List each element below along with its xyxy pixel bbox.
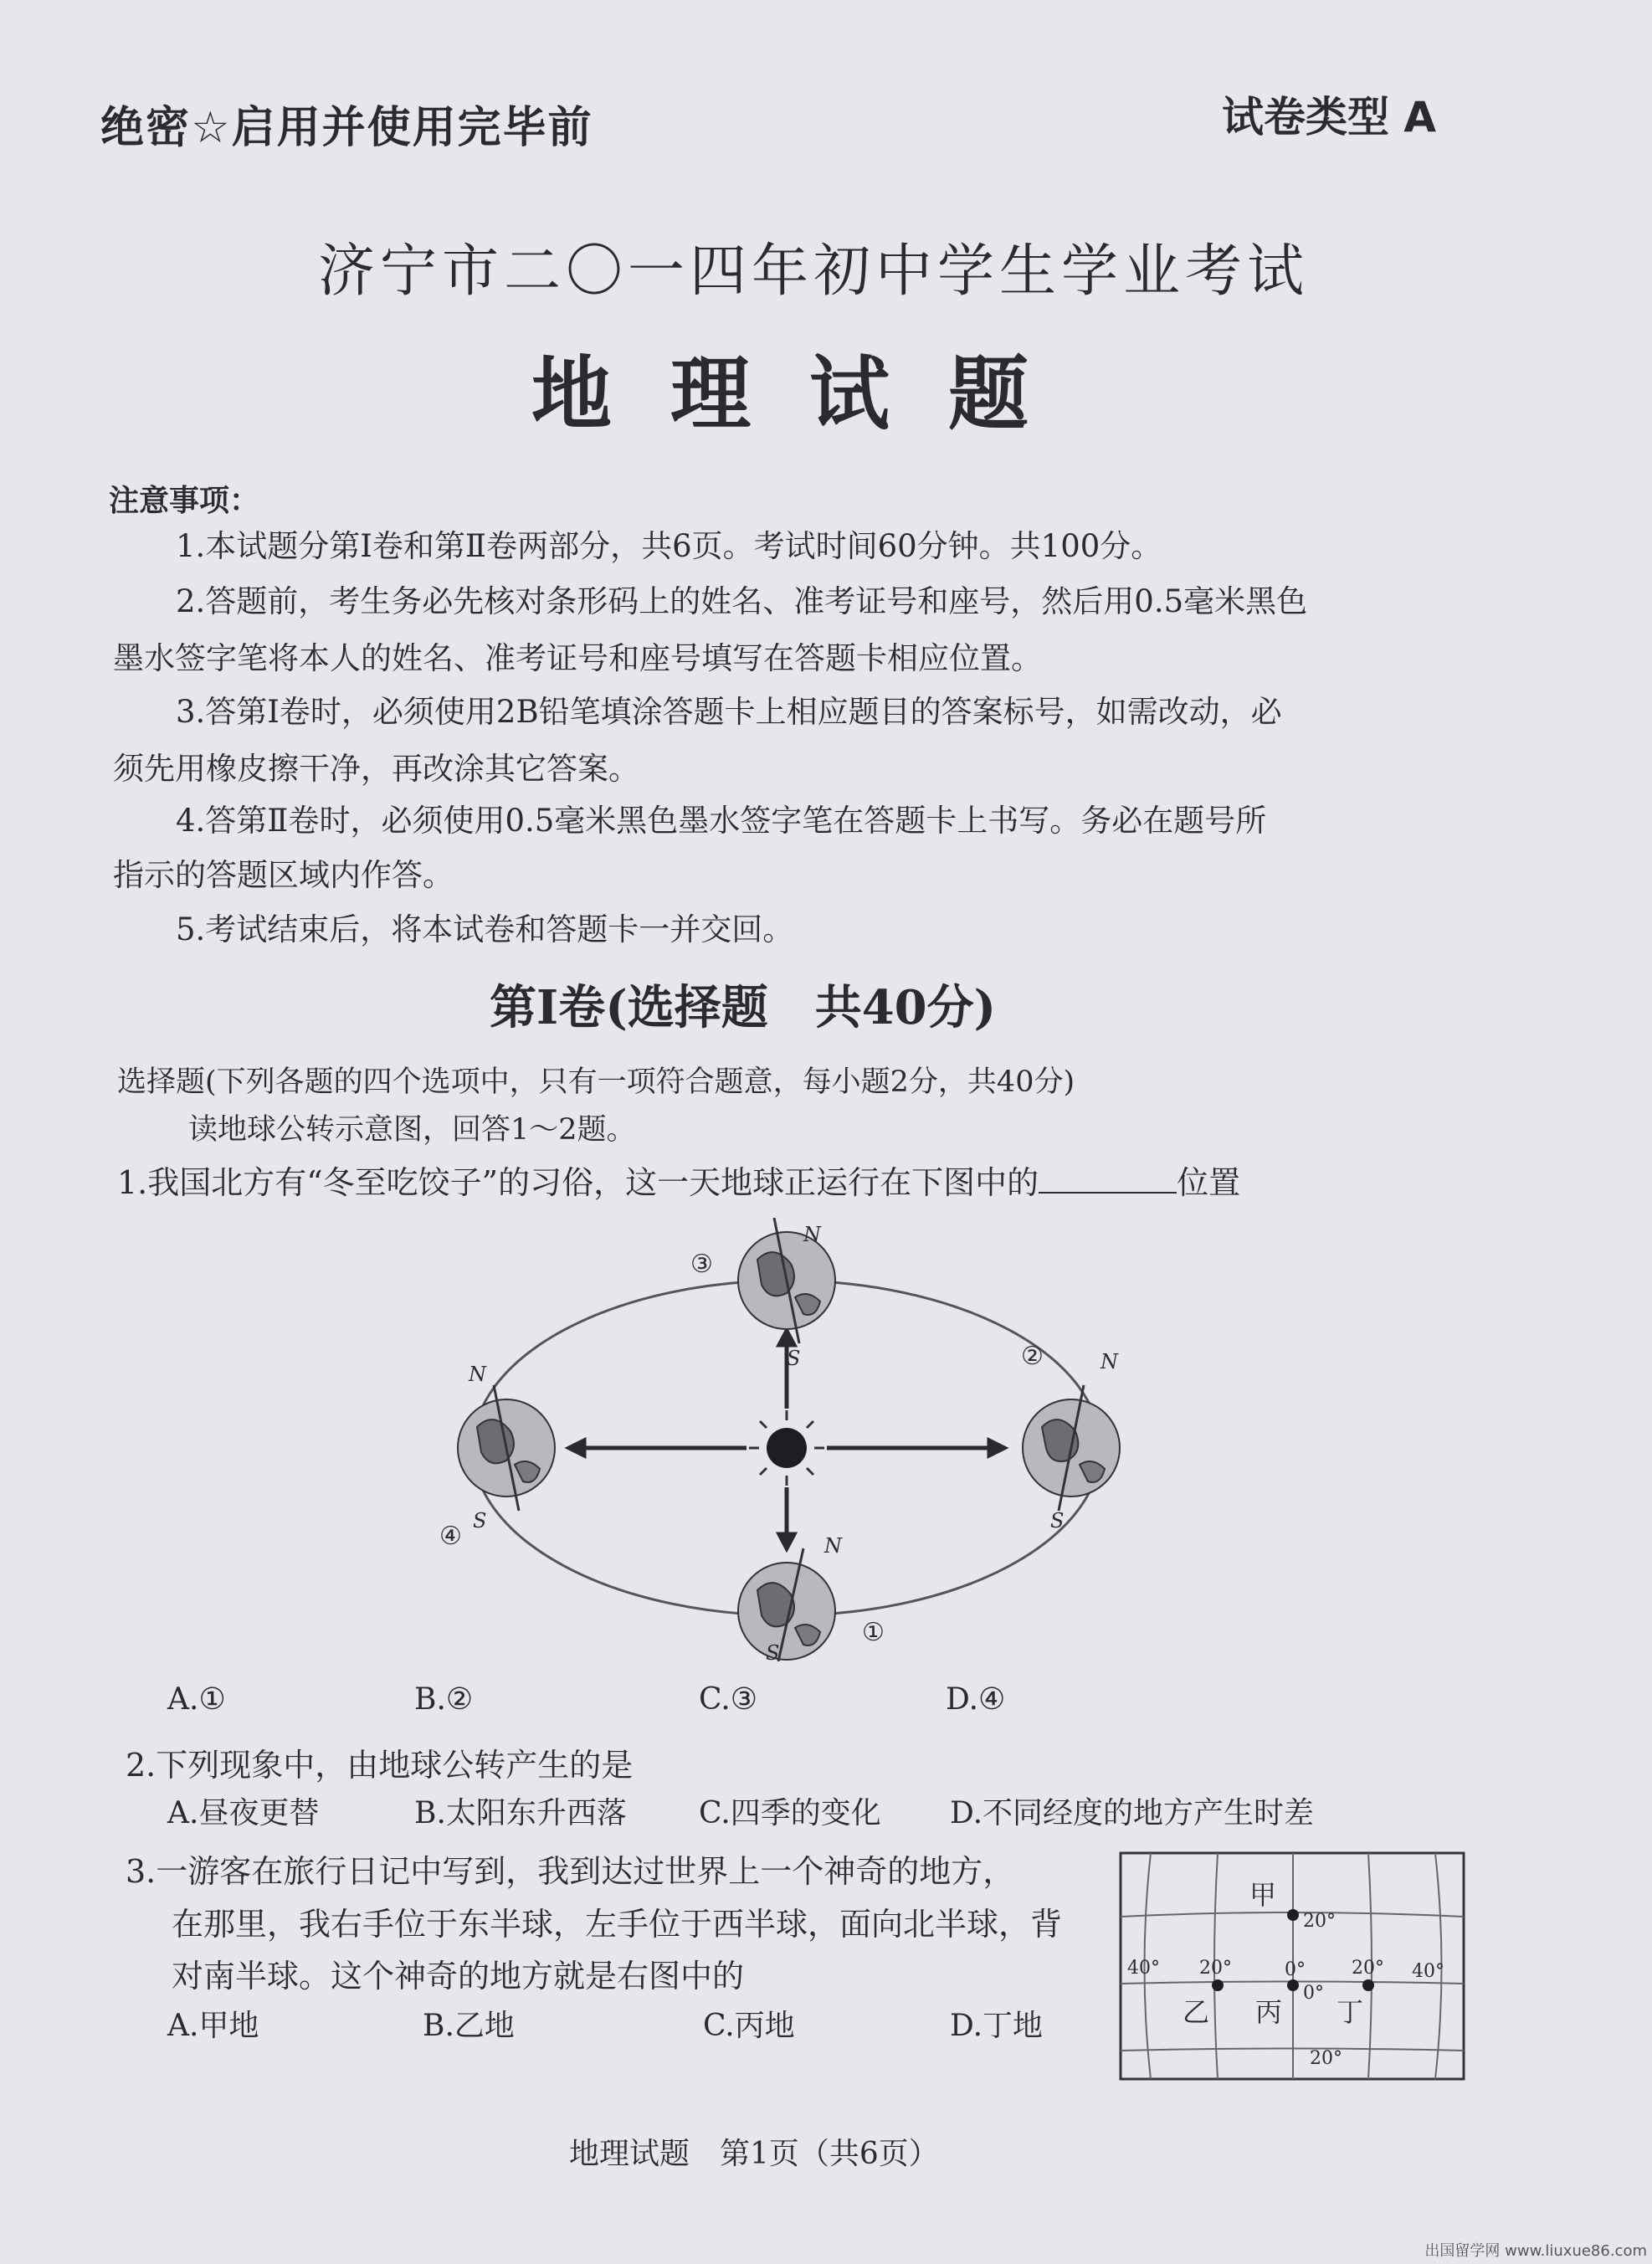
section-instructions: 选择题(下列各题的四个选项中，只有一项符合题意，每小题2分，共40分) xyxy=(117,1065,1075,1099)
lat-label: 20° xyxy=(1303,1911,1336,1932)
south-label: S xyxy=(787,1347,801,1370)
south-label: S xyxy=(1050,1509,1065,1532)
lon-label: 0° xyxy=(1285,1959,1306,1980)
q2-option-a: A.昼夜更替 xyxy=(167,1796,320,1830)
position-1-label: ① xyxy=(862,1618,885,1647)
earth-position-4 xyxy=(458,1385,555,1511)
q2-option-d: D.不同经度的地方产生时差 xyxy=(950,1796,1315,1830)
place-yi: 乙 xyxy=(1183,1996,1210,2028)
lat-label: 20° xyxy=(1310,2048,1342,2069)
sun-icon xyxy=(749,1410,824,1486)
answer-blank xyxy=(1039,1163,1177,1194)
lon-label: 40° xyxy=(1412,1961,1444,1982)
read-figure-prompt: 读地球公转示意图，回答1～2题。 xyxy=(188,1113,636,1147)
q2-option-b: B.太阳东升西落 xyxy=(414,1796,627,1830)
lon-label: 20° xyxy=(1199,1958,1232,1979)
q3-option-a: A.甲地 xyxy=(167,2009,259,2043)
place-ding: 丁 xyxy=(1336,1996,1364,2028)
place-jia: 甲 xyxy=(1249,1879,1277,1911)
north-label: N xyxy=(1100,1350,1118,1373)
q2-option-c: C.四季的变化 xyxy=(699,1796,881,1830)
lon-label: 20° xyxy=(1352,1958,1384,1979)
question-1-text: 1.我国北方有“冬至吃饺子”的习俗，这一天地球正运行在下图中的 xyxy=(117,1164,1039,1201)
page-footer: 地理试题 第1页（共6页） xyxy=(569,2137,939,2171)
question-2: 2.下列现象中，由地球公转产生的是 xyxy=(126,1747,634,1784)
q1-option-c: C.③ xyxy=(699,1682,757,1717)
exam-title: 济宁市二〇一四年初中学生学业考试 xyxy=(318,239,1310,305)
q1-option-b: B.② xyxy=(414,1682,474,1717)
question-1 xyxy=(117,1157,1240,1203)
q3-option-d: D.丁地 xyxy=(950,2009,1044,2043)
note-line: 5.考试结束后，将本试卷和答题卡一并交回。 xyxy=(176,911,794,947)
question-1-suffix: 位置 xyxy=(1177,1164,1241,1201)
note-line: 2.答题前，考生务必先核对条形码上的姓名、准考证号和座号，然后用0.5毫米黑色 xyxy=(176,583,1308,619)
note-line: 墨水签字笔将本人的姓名、准考证号和座号填写在答题卡相应位置。 xyxy=(113,640,1042,676)
question-3-line: 在那里，我右手位于东半球，左手位于西半球，面向北半球，背 xyxy=(172,1906,1063,1943)
place-bing: 丙 xyxy=(1255,1996,1283,2028)
note-line: 4.答第Ⅱ卷时，必须使用0.5毫米黑色墨水签字笔在答题卡上书写。务必在题号所 xyxy=(176,803,1267,839)
q1-option-a: A.① xyxy=(167,1682,226,1717)
note-line: 须先用橡皮擦干净，再改涂其它答案。 xyxy=(113,751,639,787)
north-label: N xyxy=(803,1223,821,1246)
south-label: S xyxy=(473,1509,487,1532)
question-3-line: 对南半球。这个神奇的地方就是右图中的 xyxy=(172,1958,745,1994)
confidential-label: 绝密☆启用并使用完毕前 xyxy=(100,103,593,153)
subject-title: 地理试题 xyxy=(531,347,1087,441)
position-3-label: ③ xyxy=(690,1250,713,1279)
earth-position-1 xyxy=(738,1548,835,1661)
north-label: N xyxy=(824,1534,842,1558)
lat-label: 0° xyxy=(1303,1983,1324,2004)
lat-lon-grid-map xyxy=(1117,1850,1469,2084)
note-line: 指示的答题区域内作答。 xyxy=(113,857,454,893)
earth-position-2 xyxy=(1023,1385,1120,1511)
note-line: 1.本试题分第Ⅰ卷和第Ⅱ卷两部分，共6页。考试时间60分钟。共100分。 xyxy=(176,528,1162,564)
question-3-line: 3.一游客在旅行日记中写到，我到达过世界上一个神奇的地方， xyxy=(126,1853,1015,1890)
earth-orbit-diagram xyxy=(435,1218,1172,1661)
q3-option-b: B.乙地 xyxy=(423,2009,515,2043)
position-2-label: ② xyxy=(1021,1342,1044,1371)
paper-type-label: 试卷类型 A xyxy=(1222,93,1437,141)
watermark: 出国留学网 www.liuxue86.com xyxy=(1424,2242,1647,2260)
notes-heading: 注意事项： xyxy=(109,484,260,518)
north-label: N xyxy=(469,1363,486,1386)
section-title: 第Ⅰ卷(选择题 共40分) xyxy=(490,980,997,1035)
q3-option-c: C.丙地 xyxy=(703,2009,795,2043)
q1-option-d: D.④ xyxy=(946,1682,1006,1717)
position-4-label: ④ xyxy=(439,1522,462,1551)
south-label: S xyxy=(766,1641,780,1661)
note-line: 3.答第Ⅰ卷时，必须使用2B铅笔填涂答题卡上相应题目的答案标号，如需改动，必 xyxy=(176,694,1282,730)
lon-label: 40° xyxy=(1127,1958,1160,1979)
